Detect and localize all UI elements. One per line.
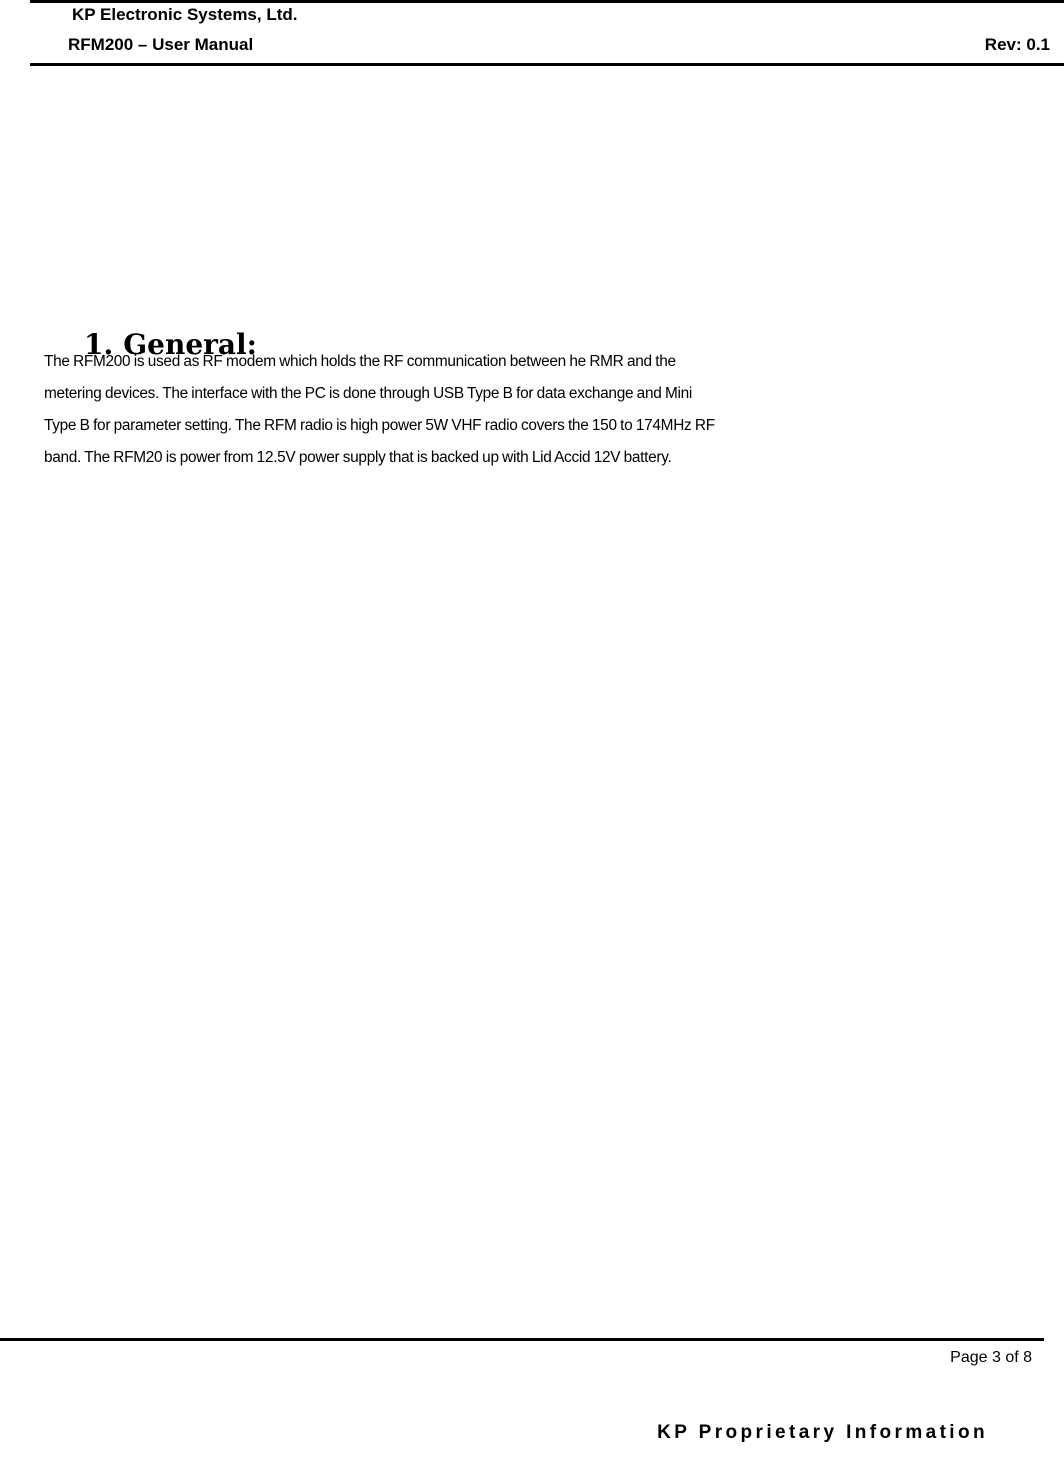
- paragraph-line: metering devices. The interface with the PC is done through USB Type B for data exchange and Mini: [44, 385, 692, 402]
- proprietary-notice: KP Proprietary Information: [657, 1422, 988, 1443]
- paragraph-line: band. The RFM20 is power from 12.5V power supply that is backed up with Lid Accid 12V battery.: [44, 449, 672, 466]
- paragraph-line: The RFM200 is used as RF modem which holds the RF communication between he RMR and the: [44, 353, 676, 370]
- section-number: 1.: [84, 328, 114, 361]
- page-number: Page 3 of 8: [950, 1349, 1032, 1366]
- header-divider: [30, 63, 1064, 66]
- revision-label: Rev: 0.1: [984, 35, 1050, 54]
- header-top-rule: [30, 0, 1064, 3]
- footer-divider: [0, 1338, 1044, 1341]
- paragraph-line: Type B for parameter setting. The RFM radio is high power 5W VHF radio covers the 150 to 174MHz RF: [44, 417, 715, 434]
- company-name: KP Electronic Systems, Ltd.: [72, 5, 298, 24]
- document-title: RFM200 – User Manual: [68, 35, 254, 54]
- section-title: General:: [123, 328, 257, 361]
- general-paragraph: [44, 346, 1024, 474]
